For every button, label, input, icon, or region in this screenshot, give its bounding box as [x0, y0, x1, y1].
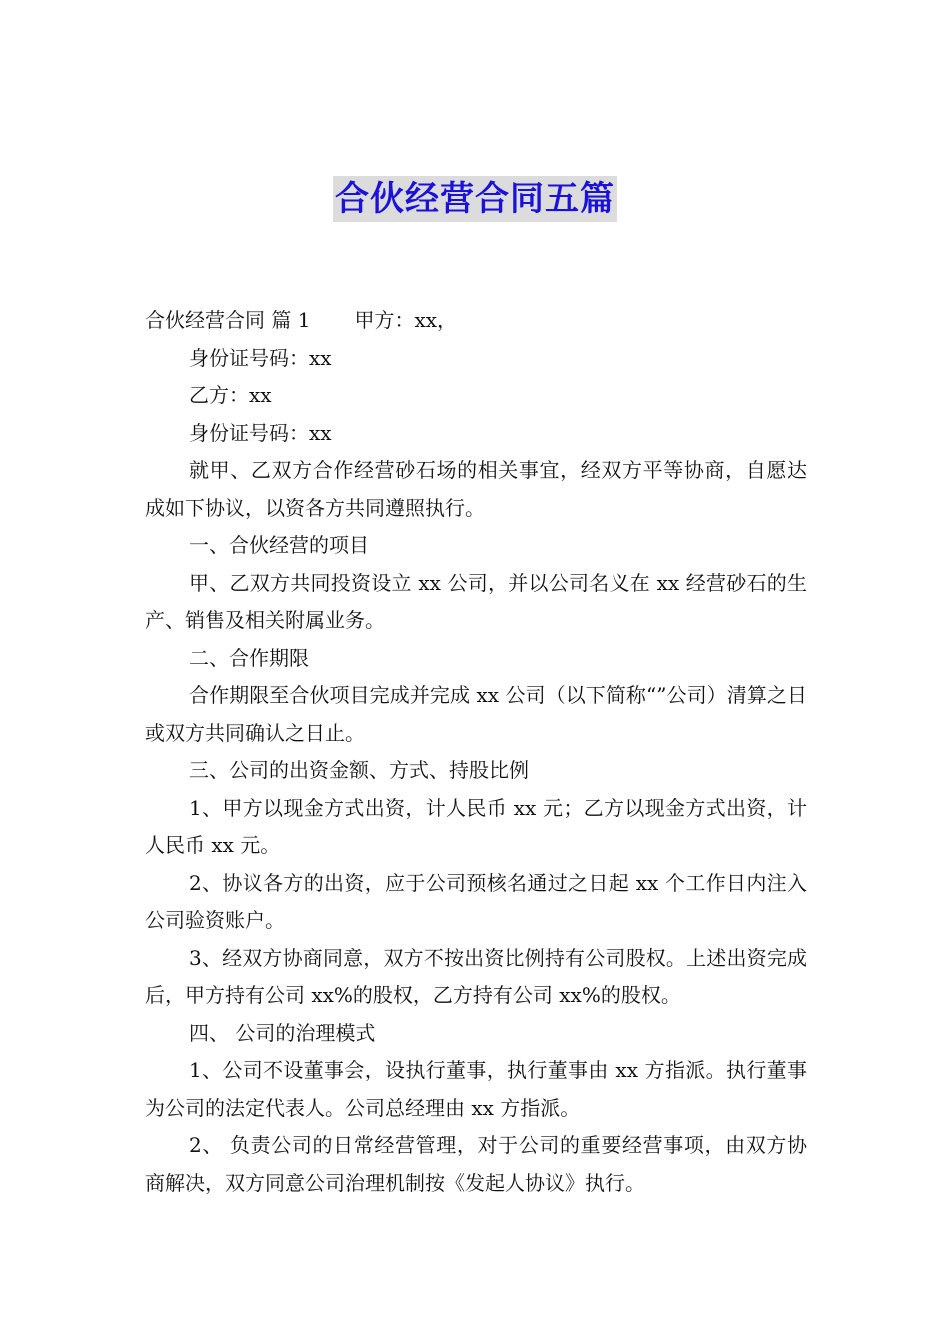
paragraph: 就甲、乙双方合作经营砂石场的相关事宜，经双方平等协商，自愿达成如下协议，以资各方共同遵照执行。: [145, 458, 807, 520]
paragraph: 2、 负责公司的日常经营管理，对于公司的重要经营事项，由双方协商解决，双方同意公司治理机制按《发起人协议》执行。: [145, 1133, 807, 1195]
paragraph: 乙方：xx: [189, 383, 272, 407]
section-heading-2: 二、合作期限: [189, 645, 309, 670]
paragraph: 1、甲方以现金方式出资，计人民币 xx 元；乙方以现金方式出资，计人民币 xx 元。: [145, 795, 807, 857]
title-container: [0, 176, 950, 222]
section-heading: 合伙经营合同 篇 1: [145, 308, 311, 332]
first-line: [145, 302, 807, 340]
paragraph: 甲、乙双方共同投资设立 xx 公司，并以公司名义在 xx 经营砂石的生产、销售及相关附属业务。: [145, 570, 807, 632]
section-heading-4: 四、 公司的治理模式: [189, 1020, 376, 1045]
document-title: 合伙经营合同五篇: [333, 176, 617, 222]
paragraph: 3、经双方协商同意，双方不按出资比例持有公司股权。上述出资完成后，甲方持有公司 xx%的股权，乙方持有公司 xx%的股权。: [145, 945, 807, 1007]
paragraph: 身份证号码：xx: [189, 345, 332, 370]
document-body: [145, 302, 807, 1202]
party-a-line: 甲方：xx，: [354, 308, 458, 332]
paragraph: 合作期限至合伙项目完成并完成 xx 公司（以下简称“”公司）清算之日或双方共同确认之日止。: [145, 683, 807, 745]
section-heading-3: 三、公司的出资金额、方式、持股比例: [189, 758, 529, 782]
paragraph: 1、公司不设董事会，设执行董事，执行董事由 xx 方指派。执行董事为公司的法定代表人。公司总经理由 xx 方指派。: [145, 1058, 807, 1120]
section-heading-1: 一、合伙经营的项目: [189, 533, 369, 557]
paragraph: 2、协议各方的出资，应于公司预核名通过之日起 xx 个工作日内注入公司验资账户。: [145, 870, 807, 932]
paragraph: 身份证号码：xx: [189, 420, 332, 445]
